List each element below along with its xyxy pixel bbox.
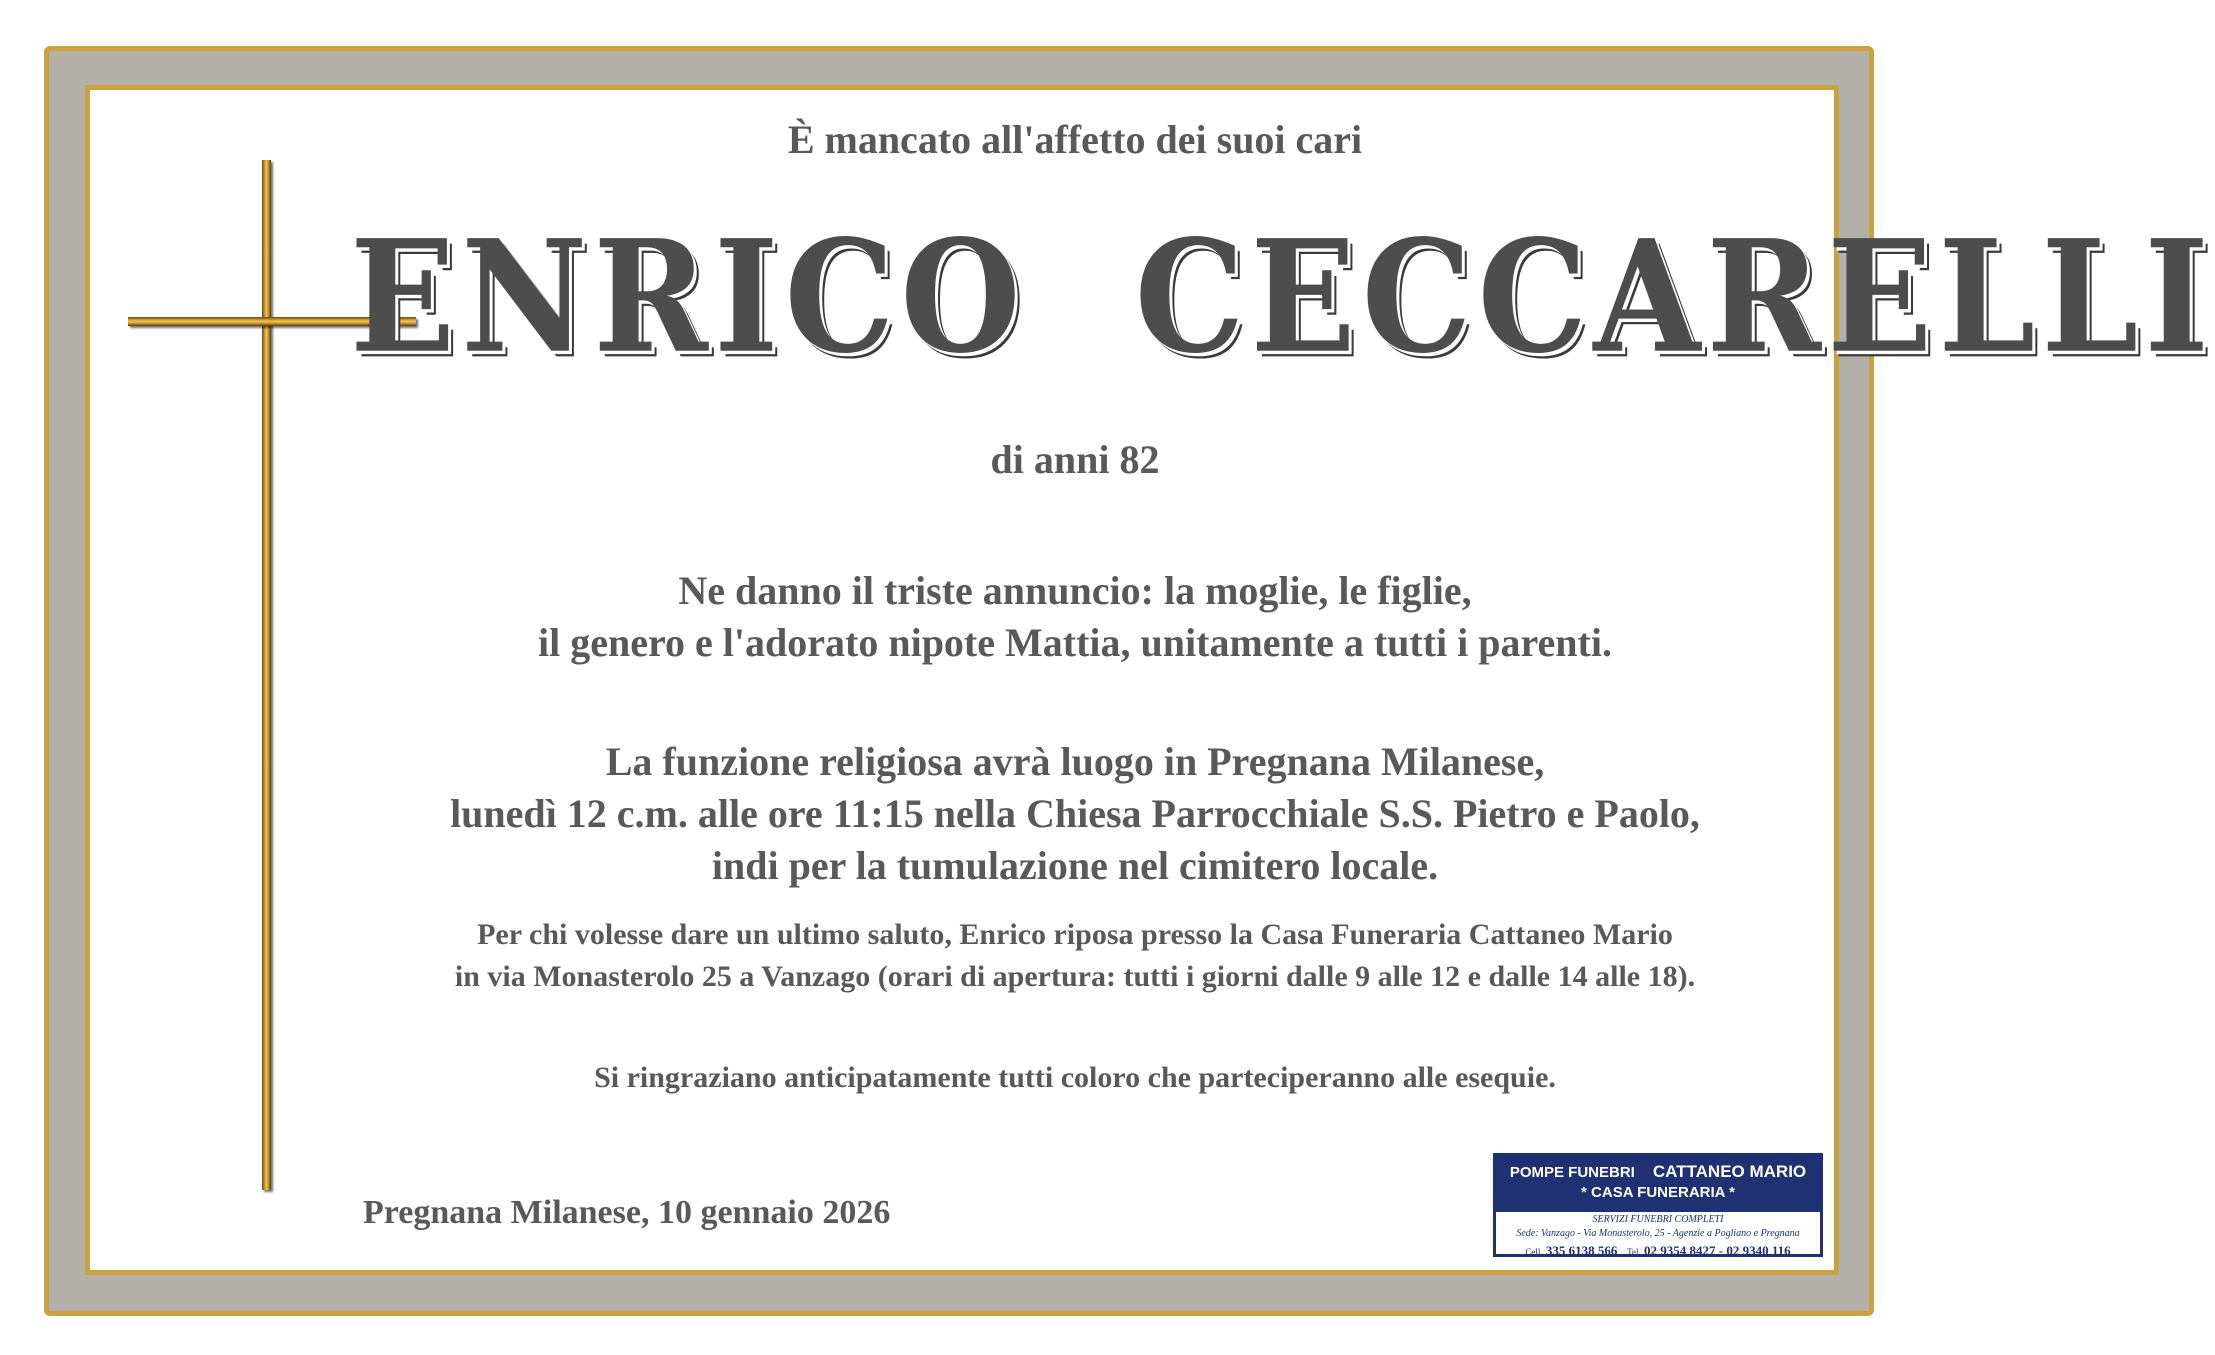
logo-line1b: CATTANEO MARIO [1652,1162,1807,1181]
cell-number: 335 6138 566 [1545,1243,1618,1258]
thanks-text: Si ringraziano anticipatamente tutti coloro che parteciperanno alle esequie. [594,1061,1556,1094]
ceremony-info [350,736,1800,892]
place-date: Pregnana Milanese, 10 gennaio 2026 [363,1194,891,1231]
visitation-info [350,914,1800,998]
logo-line2: * CASA FUNERARIA * [1581,1184,1735,1201]
announcement [350,565,1800,669]
logo-line1a: POMPE FUNEBRI [1509,1164,1635,1181]
age-text: di anni 82 [990,437,1160,482]
ceremony-line: La funzione religiosa avrà luogo in Pregnana Milanese, [605,739,1545,784]
logo-phones [1496,1243,1820,1259]
logo-header [1496,1156,1820,1212]
deceased-name: ENRICO CECCARELLI [350,205,2215,388]
ceremony-line: lunedì 12 c.m. alle ore 11:15 nella Chiesa Parrocchiale S.S. Pietro e Paolo, [450,791,1700,836]
logo-line4: Sede: Vanzago - Via Monasterolo, 25 - Agenzie a Pogliano e Pregnana [1516,1228,1800,1239]
announcement-line: Ne danno il triste annuncio: la moglie, le figlie, [678,568,1472,613]
tel-number: 02 9354 8427 - 02 9340 116 [1644,1243,1791,1258]
visitation-line: Per chi volesse dare un ultimo saluto, Enrico riposa presso la Casa Funeraria Cattaneo Mario [477,918,1673,951]
cell-label: Cell. [1525,1247,1543,1257]
tel-label: Tel. [1627,1247,1641,1257]
logo-line3: SERVIZI FUNEBRI COMPLETI [1592,1214,1724,1225]
cross-vertical-bar [262,160,271,1190]
announcement-line: il genero e l'adorato nipote Mattia, unitamente a tutti i parenti. [538,620,1612,665]
funeral-home-logo [1493,1153,1823,1257]
intro-text: È mancato all'affetto dei suoi cari [787,117,1363,162]
visitation-line: in via Monasterolo 25 a Vanzago (orari di apertura: tutti i giorni dalle 9 alle 12 e dalle 14 alle 18). [454,960,1696,993]
ceremony-line: indi per la tumulazione nel cimitero locale. [711,843,1439,888]
